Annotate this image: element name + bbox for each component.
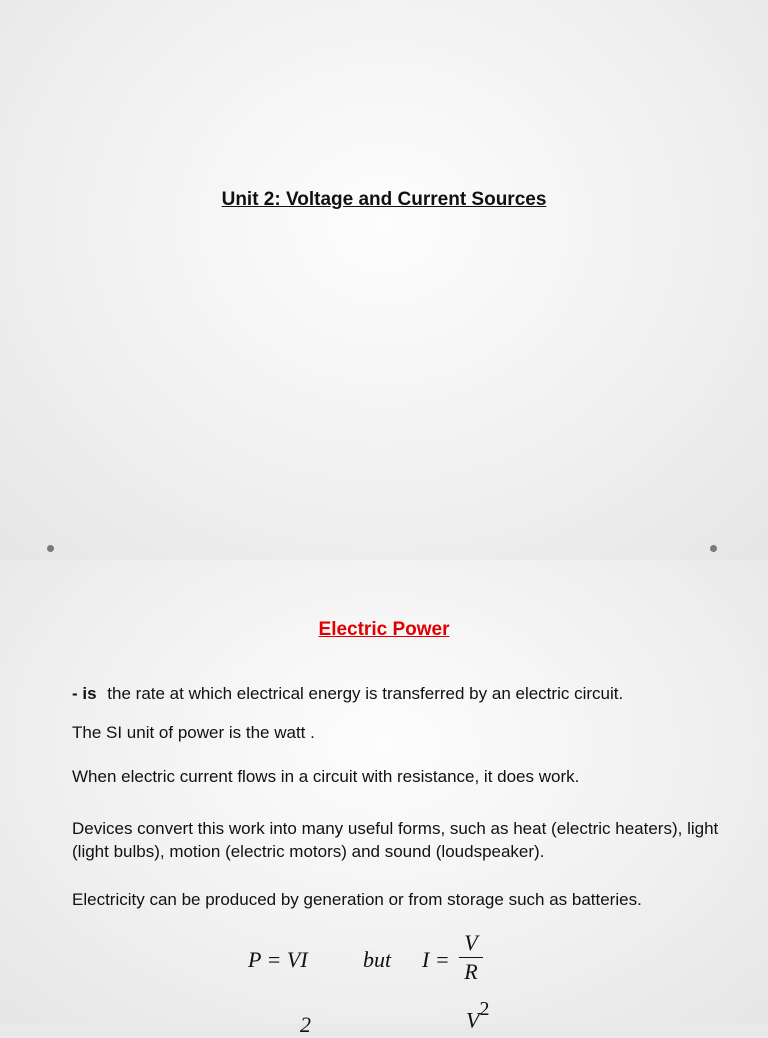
slide-bullet-left xyxy=(47,545,54,552)
unit-title: Unit 2: Voltage and Current Sources xyxy=(221,189,547,210)
partial-formula-right xyxy=(466,998,490,1033)
slide-electric-power xyxy=(0,560,768,1037)
si-unit-paragraph: The SI unit of power is the watt . xyxy=(72,723,315,742)
current-fraction xyxy=(459,930,483,985)
devices-paragraph: Devices convert this work into many useful forms, such as heat (electric heaters), light (light bulbs), motion (electric motors) and sound (loudspeaker). xyxy=(72,819,719,861)
current-formula-lhs: I = xyxy=(422,947,450,972)
formula-conjunction: but xyxy=(363,947,392,972)
definition-lead: - is xyxy=(72,684,97,703)
definition-paragraph xyxy=(72,682,732,705)
fraction-numerator: V xyxy=(464,930,478,955)
definition-text: the rate at which electrical energy is transferred by an electric circuit. xyxy=(107,684,624,703)
fraction-bar xyxy=(459,957,483,958)
power-formula: P = VI xyxy=(248,947,308,972)
generation-paragraph: Electricity can be produced by generation or from storage such as batteries. xyxy=(72,890,642,909)
fraction-denominator: R xyxy=(464,959,478,984)
electric-power-heading: Electric Power xyxy=(318,619,450,640)
partial-formula-base: V xyxy=(466,1007,480,1033)
partial-formula-left: 2 xyxy=(300,1012,311,1037)
work-paragraph: When electric current flows in a circuit with resistance, it does work. xyxy=(72,767,580,786)
partial-formula-exponent: 2 xyxy=(479,998,490,1020)
slide-bullet-right xyxy=(710,545,717,552)
